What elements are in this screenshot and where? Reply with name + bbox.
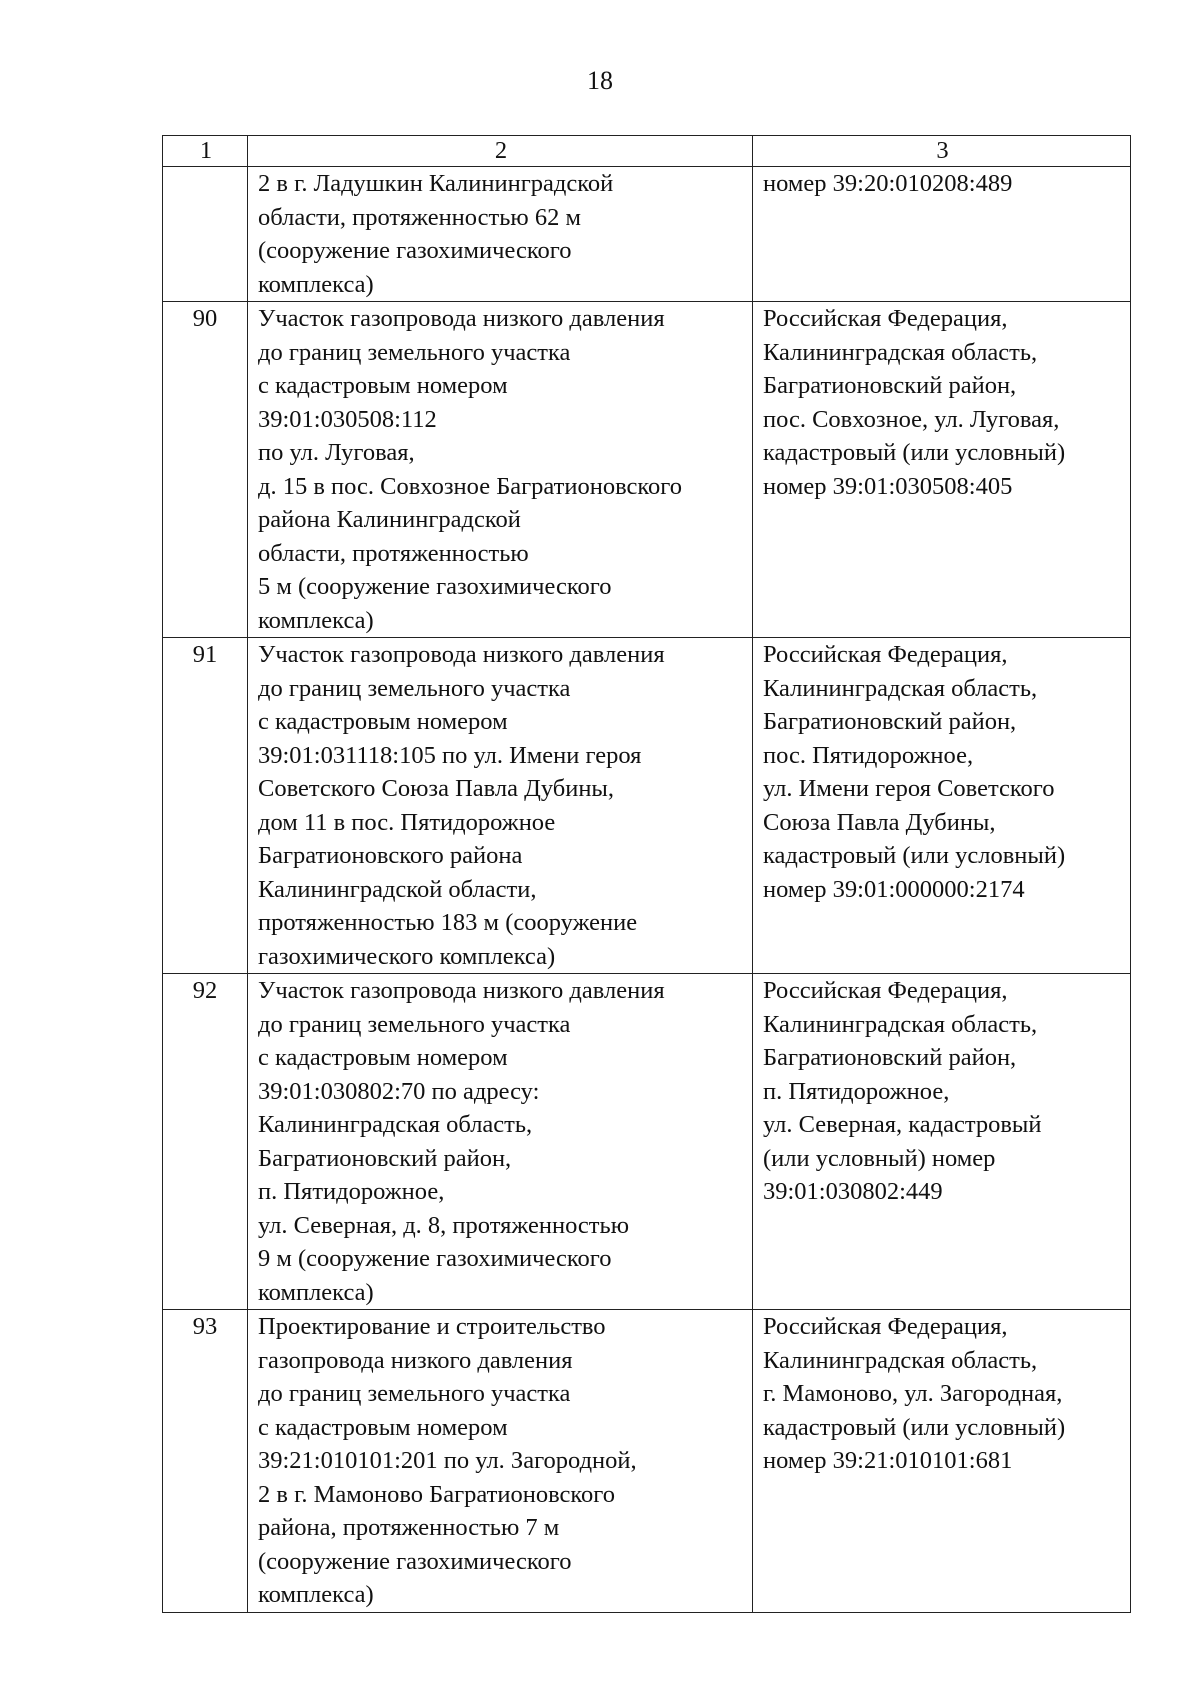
description-line: Калининградской области, (258, 875, 537, 903)
description-line: комплекса) (258, 1581, 374, 1608)
object-description-cell (248, 167, 753, 302)
column-header-3: 3 (753, 136, 1131, 167)
location-line: Калининградская область, (763, 674, 1038, 702)
location-line: номер 39:01:000000:2174 (763, 875, 1025, 903)
description-line: Советского Союза Павла Дубины, (258, 775, 615, 802)
location-cell (753, 167, 1131, 302)
description-line: до границ земельного участка (258, 338, 571, 366)
row-number (163, 167, 248, 302)
description-line: комплекса) (258, 1278, 374, 1306)
description-line: 5 м (сооружение газохимического (258, 573, 612, 600)
page-number: 18 (587, 66, 613, 95)
location-line: Багратионовский район, (763, 708, 1017, 735)
location-line: Российская Федерация, (763, 977, 1008, 1004)
description-line: протяженностью 183 м (сооружение (258, 909, 638, 936)
description-line: Проектирование и строительство (258, 1313, 606, 1340)
description-line: района, протяженностью 7 м (258, 1514, 560, 1541)
table-row (163, 638, 1131, 974)
table-header-row (163, 136, 1131, 167)
location-line: пос. Пятидорожное, (763, 741, 974, 769)
table-row (163, 974, 1131, 1310)
description-line: с кадастровым номером (258, 372, 508, 399)
description-line: 39:21:010101:201 по ул. Загородной, (258, 1447, 637, 1474)
location-line: номер 39:20:010208:489 (763, 170, 1013, 197)
location-line: Российская Федерация, (763, 641, 1008, 668)
description-line: области, протяженностью (258, 539, 529, 567)
location-line: (или условный) номер (763, 1144, 996, 1172)
objects-table (162, 135, 1131, 1613)
location-line: ул. Имени героя Советского (763, 775, 1055, 802)
description-line: с кадастровым номером (258, 1413, 508, 1441)
location-line: 39:01:030802:449 (763, 1178, 943, 1205)
description-line: до границ земельного участка (258, 1010, 571, 1038)
row-number: 90 (163, 302, 248, 638)
object-description-cell (248, 302, 753, 638)
description-line: Багратионовского района (258, 842, 523, 869)
column-header-1: 1 (163, 136, 248, 167)
location-line: Российская Федерация, (763, 305, 1008, 332)
object-description-cell (248, 1310, 753, 1613)
location-line: ул. Северная, кадастровый (763, 1111, 1042, 1138)
description-line: газопровода низкого давления (258, 1346, 573, 1374)
description-line: 9 м (сооружение газохимического (258, 1245, 612, 1272)
location-line: Багратионовский район, (763, 1044, 1017, 1071)
description-line: (сооружение газохимического (258, 237, 572, 264)
location-cell (753, 974, 1131, 1310)
table-row (163, 1310, 1131, 1613)
location-cell (753, 302, 1131, 638)
row-number: 91 (163, 638, 248, 974)
location-line: пос. Совхозное, ул. Луговая, (763, 405, 1060, 433)
description-line: 2 в г. Ладушкин Калининградской (258, 170, 614, 197)
table-row (163, 302, 1131, 638)
description-line: комплекса) (258, 606, 374, 634)
location-line: номер 39:21:010101:681 (763, 1447, 1013, 1474)
description-line: Калининградская область, (258, 1111, 533, 1138)
row-number: 93 (163, 1310, 248, 1613)
description-line: газохимического комплекса) (258, 942, 556, 970)
description-line: Участок газопровода низкого давления (258, 305, 665, 332)
location-line: Калининградская область, (763, 1346, 1038, 1374)
description-line: 2 в г. Мамоново Багратионовского (258, 1480, 615, 1508)
location-line: номер 39:01:030508:405 (763, 472, 1013, 500)
object-description-cell (248, 974, 753, 1310)
description-line: Участок газопровода низкого давления (258, 977, 665, 1004)
location-cell (753, 638, 1131, 974)
location-line: Калининградская область, (763, 1010, 1038, 1038)
location-line: Союза Павла Дубины, (763, 808, 996, 836)
description-line: (сооружение газохимического (258, 1547, 572, 1575)
description-line: 39:01:030802:70 по адресу: (258, 1077, 540, 1105)
location-line: п. Пятидорожное, (763, 1077, 950, 1105)
description-line: дом 11 в пос. Пятидорожное (258, 808, 556, 836)
description-line: до границ земельного участка (258, 674, 571, 702)
location-line: г. Мамоново, ул. Загородная, (763, 1380, 1063, 1407)
description-line: с кадастровым номером (258, 1044, 508, 1071)
location-line: Калининградская область, (763, 338, 1038, 366)
description-line: 39:01:030508:112 (258, 405, 437, 433)
object-description-cell (248, 638, 753, 974)
location-cell (753, 1310, 1131, 1613)
description-line: Участок газопровода низкого давления (258, 641, 665, 668)
description-line: д. 15 в пос. Совхозное Багратионовского (258, 472, 683, 500)
description-line: района Калининградской (258, 506, 521, 533)
location-line: кадастровый (или условный) (763, 1413, 1066, 1441)
location-line: кадастровый (или условный) (763, 439, 1066, 466)
description-line: 39:01:031118:105 по ул. Имени героя (258, 741, 642, 769)
location-line: Багратионовский район, (763, 372, 1017, 399)
description-line: п. Пятидорожное, (258, 1178, 445, 1205)
table-row (163, 167, 1131, 302)
description-line: ул. Северная, д. 8, протяженностью (258, 1211, 629, 1239)
description-line: с кадастровым номером (258, 708, 508, 735)
location-line: Российская Федерация, (763, 1313, 1008, 1340)
column-header-2: 2 (248, 136, 753, 167)
description-line: Багратионовский район, (258, 1144, 512, 1172)
description-line: комплекса) (258, 270, 374, 298)
row-number: 92 (163, 974, 248, 1310)
description-line: до границ земельного участка (258, 1380, 571, 1407)
description-line: области, протяженностью 62 м (258, 203, 581, 231)
location-line: кадастровый (или условный) (763, 842, 1066, 869)
description-line: по ул. Луговая, (258, 439, 415, 466)
